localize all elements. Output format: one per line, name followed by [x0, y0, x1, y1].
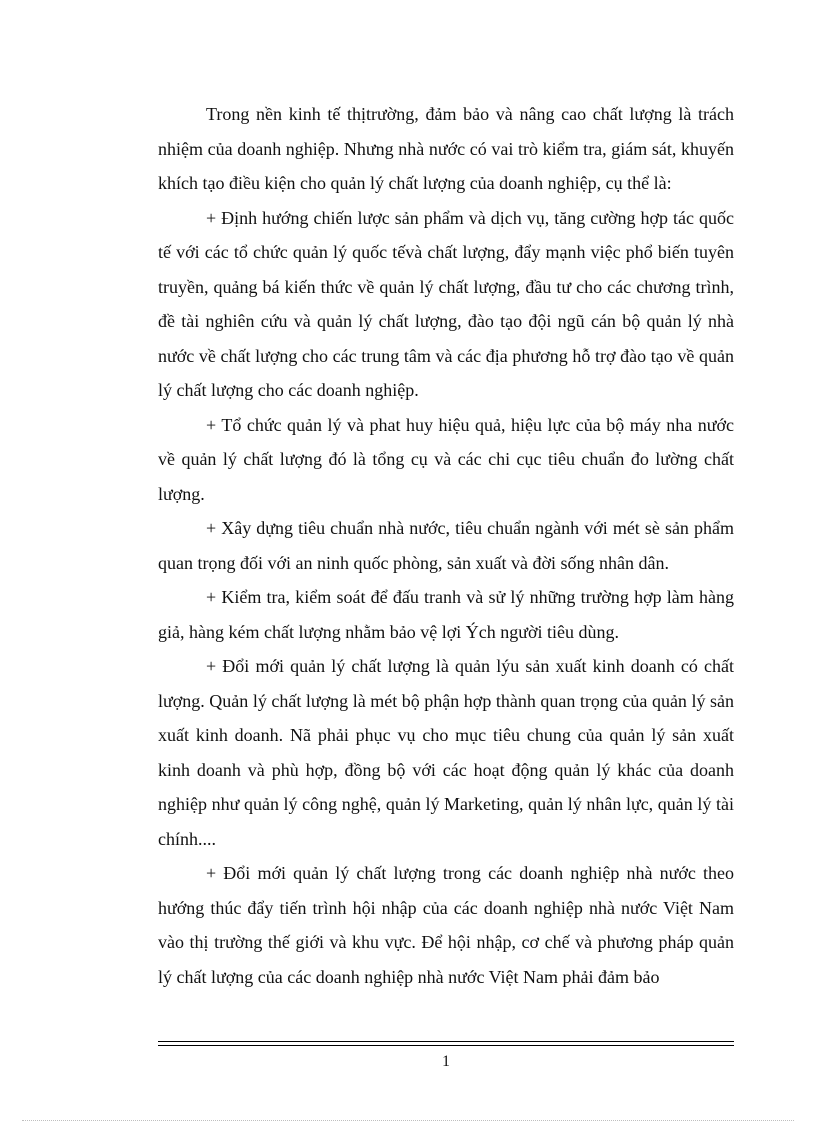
paragraph-item: + Định hướng chiến lược sản phẩm và dịch vụ, tăng cường hợp tác quốc tế với các tổ chức quản lý quốc tếvà chất lượng, đẩy mạnh việc phổ biến tuyên truyền, quảng bá kiến thức về quản lý chất lượng, đầu tư cho các chương trình, đề tài nghiên cứu và quản lý chất lượng, đào tạo đội ngũ cán bộ quản lý nhà nước về chất lượng cho các trung tâm và các địa phương hỗ trợ đào tạo về quản lý chất lượng cho các doanh nghiệp. — [158, 207, 734, 400]
page-break-divider — [22, 1120, 794, 1121]
paragraph-intro: Trong nền kinh tế thịtrường, đảm bảo và nâng cao chất lượng là trách nhiệm của doanh nghiệp. Nhưng nhà nước có vai trò kiểm tra, giám sát, khuyến khích tạo điều kiện cho quản lý chất lượng của doanh nghiệp, cụ thể là: — [158, 104, 734, 193]
paragraph-item: + Kiểm tra, kiểm soát để đấu tranh và sử lý những trường hợp làm hàng giả, hàng kém chất lượng nhằm bảo vệ lợi Ých người tiêu dùng. — [158, 587, 734, 642]
footer-rule-bottom — [158, 1045, 734, 1046]
paragraph-item: + Đổi mới quản lý chất lượng trong các doanh nghiệp nhà nước theo hướng thúc đẩy tiến trình hội nhập của các doanh nghiệp nhà nước Việt Nam vào thị trường thế giới và khu vực. Để hội nhập, cơ chế và phương pháp quản lý chất lượng của các doanh nghiệp nhà nước Việt Nam phải đảm bảo — [158, 863, 734, 987]
footer-rule-top — [158, 1041, 734, 1042]
paragraph-item: + Đổi mới quản lý chất lượng là quản lýu sản xuất kinh doanh có chất lượng. Quản lý chất lượng là mét bộ phận hợp thành quan trọng của quản lý sản xuất kinh doanh. Nã phải phục vụ cho mục tiêu chung của quản lý sản xuất kinh doanh và phù hợp, đồng bộ với các hoạt động quản lý khác của doanh nghiệp như quản lý công nghệ, quản lý Marketing, quản lý nhân lực, quản lý tài chính.... — [158, 656, 734, 849]
paragraph-item: + Xây dựng tiêu chuẩn nhà nước, tiêu chuẩn ngành với mét sè sản phẩm quan trọng đối với an ninh quốc phòng, sản xuất và đời sống nhân dân. — [158, 518, 734, 573]
body-text — [158, 97, 734, 994]
page-number: 1 — [442, 1053, 450, 1070]
paragraph-item: + Tổ chức quản lý và phat huy hiệu quả, hiệu lực của bộ máy nha nước về quản lý chất lượng đó là tổng cụ và các chi cục tiêu chuẩn đo lường chất lượng. — [158, 414, 734, 504]
